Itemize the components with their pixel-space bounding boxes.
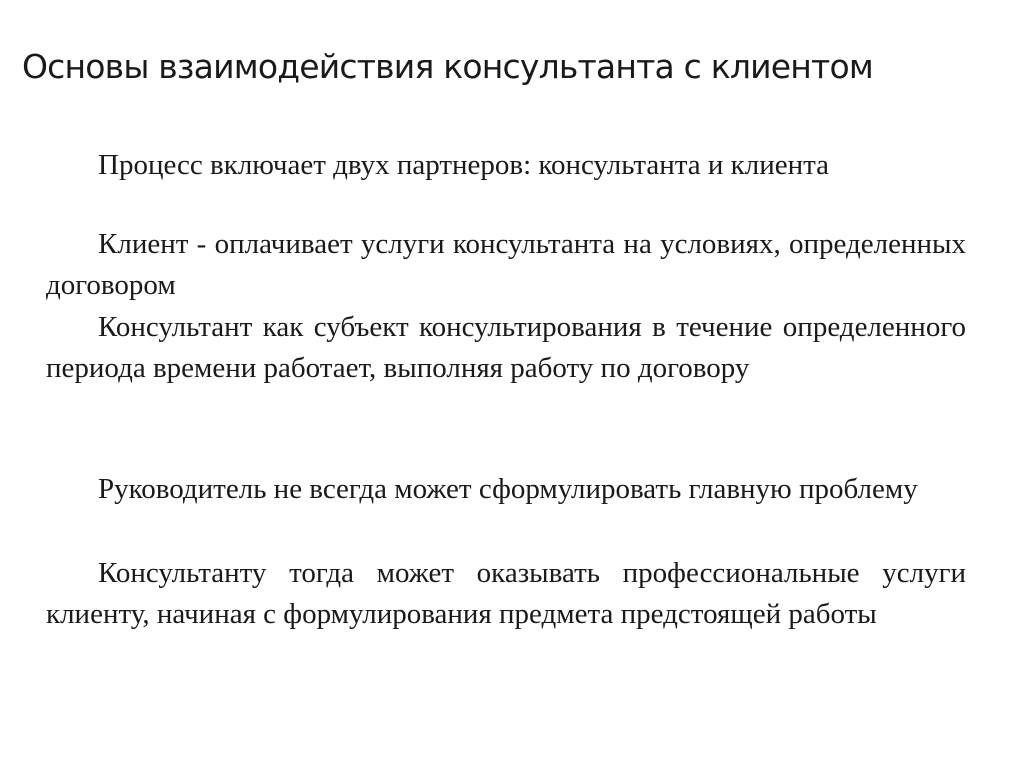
paragraph-partners: Процесс включает двух партнеров: консультанта и клиента xyxy=(98,149,830,181)
paragraph-consultant-services: Консультанту тогда может оказывать профессиональные услуги клиенту, начиная с формулирования предмета предстоящей работы xyxy=(46,557,966,630)
paragraph-manager: Руководитель не всегда может сформулировать главную проблему xyxy=(98,473,918,505)
slide-title: Основы взаимодействия консультанта с клиентом xyxy=(22,47,873,86)
paragraph-consultant: Консультант как субъект консультирования в течение определенного периода времени работает, выполняя работу по договору xyxy=(46,311,966,384)
paragraph-client: Клиент - оплачивает услуги консультанта на условиях, определенных договором xyxy=(46,228,966,301)
